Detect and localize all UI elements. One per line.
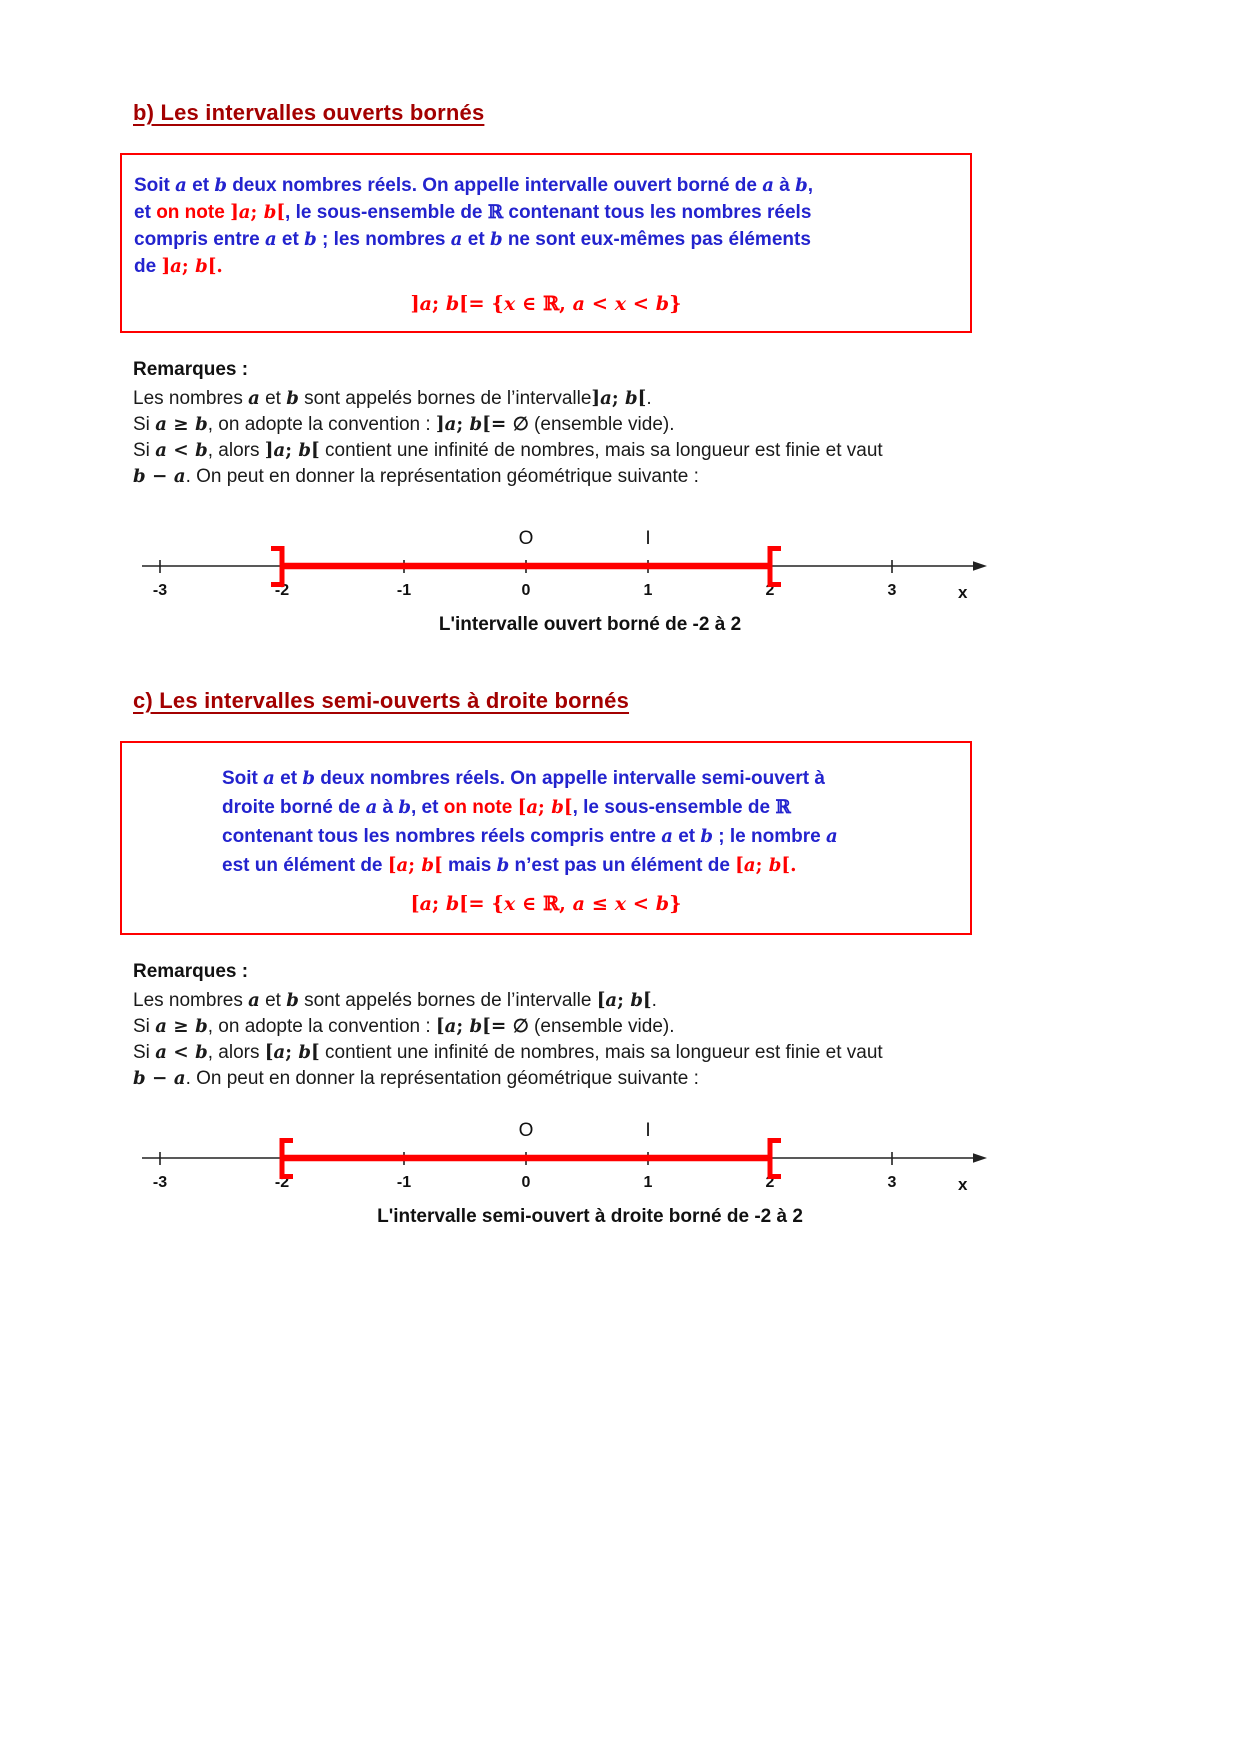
text-segment: [ <box>311 440 320 461</box>
text-segment: [ <box>637 388 647 409</box>
text-segment: ∈ ℝ, <box>515 892 573 915</box>
text-segment: b <box>398 797 411 818</box>
tick-label: 0 <box>521 1174 531 1191</box>
text-segment: (ensemble vide). <box>528 414 675 435</box>
text-segment: deux nombres réels. On appelle intervalle semi-ouvert à <box>314 768 825 789</box>
text-segment: − <box>145 1068 174 1089</box>
text-segment: b <box>195 1042 208 1063</box>
tick-label: 1 <box>643 582 653 599</box>
text-segment: a <box>155 1016 167 1037</box>
text-segment: } <box>669 892 682 915</box>
text-segment: et <box>259 388 287 409</box>
point-label-I: I <box>645 1120 651 1141</box>
text-segment: a <box>155 414 167 435</box>
text-segment: , le sous-ensemble de <box>572 797 776 818</box>
tick-label: 2 <box>765 1174 775 1191</box>
text-segment: [ <box>387 855 397 876</box>
axis-variable-label: x <box>958 1175 968 1194</box>
text-segment: contenant tous les nombres réels compris entre <box>222 826 662 847</box>
text-segment: ; le nombre <box>713 826 826 847</box>
text-segment: . On peut en donner la représentation géométrique suivante : <box>185 466 699 487</box>
tick-label: 2 <box>765 582 775 599</box>
text-segment: . <box>216 256 223 277</box>
text-segment: [ <box>276 202 286 223</box>
text-segment: a <box>155 1042 167 1063</box>
text-segment: b <box>195 414 208 435</box>
text-segment: à <box>773 175 796 196</box>
text-segment: [= ∅ <box>482 1016 529 1037</box>
section-c-heading: c) Les intervalles semi-ouverts à droite bornés <box>133 688 630 713</box>
text-segment: a <box>263 768 275 789</box>
remarks-heading: Remarques : <box>133 961 249 982</box>
text-segment: a <box>175 175 187 196</box>
text-segment: ] <box>161 256 171 277</box>
text-line <box>134 172 958 199</box>
text-line <box>133 464 972 490</box>
text-line <box>222 793 958 822</box>
text-segment: a <box>605 990 618 1011</box>
remarks-heading: Remarques : <box>133 359 249 380</box>
text-segment: b <box>302 768 315 789</box>
text-segment: [ <box>517 797 527 818</box>
text-segment: , et <box>411 797 444 818</box>
text-line <box>134 199 958 226</box>
text-segment: b <box>304 229 317 250</box>
text-segment: ; <box>250 202 264 223</box>
text-segment: . On peut en donner la représentation géométrique suivante : <box>185 1068 699 1089</box>
tick-label: 1 <box>643 1174 653 1191</box>
text-segment: contenant tous les nombres réels <box>503 202 812 223</box>
text-line <box>134 253 958 280</box>
text-segment: a <box>825 826 838 847</box>
text-segment: ; <box>408 855 422 876</box>
text-segment: a <box>273 1042 286 1063</box>
text-segment: . <box>790 855 797 876</box>
text-segment: sont appelés bornes de l’intervalle <box>298 388 592 409</box>
text-segment: ℝ <box>487 202 504 223</box>
text-segment: contient une infinité de nombres, mais sa longueur est finie et vaut <box>319 440 883 461</box>
text-segment: ≤ <box>584 892 615 915</box>
text-segment: . <box>651 990 657 1011</box>
text-segment: [ <box>410 892 420 915</box>
text-segment: , on adopte la convention : <box>207 414 436 435</box>
text-segment: ℝ <box>775 797 791 818</box>
text-line <box>133 438 972 464</box>
definition-formula <box>134 292 958 316</box>
text-line <box>222 822 958 851</box>
text-segment: b <box>445 293 460 315</box>
text-segment: [ <box>563 797 573 818</box>
text-segment: à <box>377 797 399 818</box>
text-segment: ; <box>285 1042 299 1063</box>
text-line <box>133 1040 972 1066</box>
text-segment: b <box>133 466 146 487</box>
text-segment: [ <box>434 855 443 876</box>
figure-caption: L'intervalle semi-ouvert à droite borné de -2 à 2 <box>377 1206 803 1227</box>
text-segment: a <box>396 855 409 876</box>
text-segment: ] <box>435 414 445 435</box>
text-segment: ≥ <box>166 1016 196 1037</box>
text-segment: b <box>551 797 564 818</box>
point-label-O: O <box>518 528 534 549</box>
text-segment: mais <box>442 855 497 876</box>
text-segment: Les nombres <box>133 388 249 409</box>
text-segment: } <box>669 292 682 315</box>
text-segment: ] <box>230 202 239 223</box>
text-segment: ; <box>538 797 552 818</box>
text-segment: on note <box>156 202 231 223</box>
text-segment: b <box>298 440 312 461</box>
text-segment: a <box>572 293 585 315</box>
text-segment: et <box>186 175 215 196</box>
text-segment: ∈ ℝ, <box>515 292 573 315</box>
text-segment: b <box>195 1016 208 1037</box>
text-segment: b <box>445 893 460 915</box>
text-segment: a <box>264 229 277 250</box>
text-segment: [ <box>642 990 652 1011</box>
tick-label: -2 <box>274 1174 290 1191</box>
text-segment: a <box>419 893 432 915</box>
text-segment: Si <box>133 414 156 435</box>
text-segment: a <box>173 466 186 487</box>
text-segment: ; <box>755 855 769 876</box>
text-segment: , le sous-ensemble de <box>285 202 488 223</box>
number-line-axis-semi-open <box>140 1112 990 1200</box>
text-segment: a <box>248 388 260 409</box>
definition-box-semi-open-interval <box>120 741 972 935</box>
text-segment: . <box>646 388 652 409</box>
number-line-figure-semi-open <box>120 1112 972 1228</box>
definition-box-open-interval <box>120 153 972 333</box>
text-segment: a <box>155 440 167 461</box>
text-line <box>222 764 958 793</box>
text-segment: sont appelés bornes de l’intervalle <box>298 990 597 1011</box>
text-segment: a <box>444 1016 457 1037</box>
text-line <box>133 1014 972 1040</box>
text-segment: [ <box>781 855 791 876</box>
text-segment: Si <box>133 1042 156 1063</box>
text-segment: b <box>625 388 638 409</box>
text-segment: a <box>419 293 432 315</box>
text-segment: [ <box>311 1042 320 1063</box>
text-segment: ; <box>456 414 470 435</box>
text-segment: ≥ <box>166 414 196 435</box>
text-line <box>134 226 958 253</box>
text-segment: a <box>365 797 378 818</box>
text-segment: et <box>259 990 287 1011</box>
text-segment: a <box>661 826 673 847</box>
tick-label: -1 <box>396 582 412 599</box>
text-segment: b <box>496 855 510 876</box>
text-segment: b <box>286 990 299 1011</box>
text-segment: a <box>526 797 539 818</box>
remarks-text <box>120 386 972 490</box>
text-segment: a <box>273 440 286 461</box>
text-segment: < <box>626 292 656 315</box>
text-segment: de <box>134 256 162 277</box>
text-segment: et <box>462 229 490 250</box>
point-label-I: I <box>645 528 651 549</box>
text-segment: < <box>584 292 615 315</box>
text-segment: , alors <box>207 440 265 461</box>
remarks-text <box>120 988 972 1092</box>
text-segment: ; <box>617 990 631 1011</box>
text-segment: − <box>145 466 174 487</box>
text-segment: ; <box>431 292 446 315</box>
text-segment: b <box>263 202 277 223</box>
text-segment: < <box>166 1042 196 1063</box>
text-segment: (ensemble vide). <box>528 1016 675 1037</box>
text-segment: et <box>672 826 701 847</box>
definition-text <box>134 172 958 280</box>
text-segment: est un élément de <box>222 855 388 876</box>
text-segment: [ <box>264 1042 274 1063</box>
text-segment: ne sont eux-mêmes pas éléments <box>502 229 811 250</box>
text-segment: a <box>743 855 756 876</box>
text-segment: a <box>444 414 457 435</box>
text-segment: compris entre <box>134 229 265 250</box>
text-segment: n’est pas un élément de <box>509 855 736 876</box>
text-segment: b <box>700 826 713 847</box>
tick-label: 3 <box>887 1174 897 1191</box>
number-line-figure-open <box>120 520 972 636</box>
text-segment: b <box>286 388 299 409</box>
text-segment: [ <box>596 990 606 1011</box>
text-segment: b <box>655 893 670 915</box>
text-segment: [= { <box>459 292 504 315</box>
text-segment: b <box>469 414 483 435</box>
text-segment: ] <box>410 292 420 315</box>
text-segment: b <box>214 175 227 196</box>
text-segment: a <box>600 388 612 409</box>
tick-label: -3 <box>152 1174 168 1191</box>
tick-label: 0 <box>521 582 531 599</box>
text-segment: [= { <box>459 892 504 915</box>
text-segment: Soit <box>222 768 264 789</box>
axis-variable-label: x <box>958 583 968 602</box>
tick-label: 3 <box>887 582 897 599</box>
section-b-heading: b) Les intervalles ouverts bornés <box>133 100 485 125</box>
text-segment: a <box>572 893 585 915</box>
tick-label: -2 <box>274 582 290 599</box>
text-segment: b <box>469 1016 483 1037</box>
text-segment: , alors <box>207 1042 265 1063</box>
text-segment: a <box>248 990 260 1011</box>
text-segment: a <box>170 256 182 277</box>
text-segment: ; <box>611 388 626 409</box>
text-segment: , on adopte la convention : <box>207 1016 436 1037</box>
text-segment: droite borné de <box>222 797 366 818</box>
text-segment: b <box>795 175 808 196</box>
text-segment: [ <box>207 256 217 277</box>
text-segment: b <box>655 293 670 315</box>
text-segment: b <box>421 855 435 876</box>
text-segment: b <box>195 256 208 277</box>
text-segment: b <box>298 1042 312 1063</box>
figure-caption: L'intervalle ouvert borné de -2 à 2 <box>438 614 742 635</box>
text-segment: contient une infinité de nombres, mais sa longueur est finie et vaut <box>319 1042 883 1063</box>
text-segment: ; <box>456 1016 470 1037</box>
text-segment: x <box>614 893 627 915</box>
text-segment: et <box>134 202 157 223</box>
text-line <box>133 386 972 412</box>
page-content <box>120 0 972 1228</box>
definition-text <box>134 764 958 880</box>
number-line-axis-open <box>140 520 990 608</box>
tick-label: -3 <box>152 582 168 599</box>
text-segment: ; <box>181 256 196 277</box>
text-segment: b <box>133 1068 146 1089</box>
axis-arrow <box>973 561 987 571</box>
text-segment: ; <box>285 440 299 461</box>
text-segment: [= ∅ <box>482 414 529 435</box>
text-segment: b <box>489 229 503 250</box>
text-segment: x <box>503 293 516 315</box>
text-segment: b <box>195 440 208 461</box>
text-segment: Si <box>133 440 156 461</box>
text-segment: [ <box>735 855 744 876</box>
text-segment: < <box>166 440 196 461</box>
text-segment: ] <box>264 440 274 461</box>
text-segment: < <box>626 892 656 915</box>
text-segment: Si <box>133 1016 156 1037</box>
axis-arrow <box>973 1153 987 1163</box>
text-segment: a <box>762 175 774 196</box>
text-segment: x <box>614 293 627 315</box>
text-segment: , <box>807 175 813 196</box>
text-segment: a <box>238 202 251 223</box>
text-segment: on note <box>443 797 518 818</box>
text-segment: [ <box>435 1016 445 1037</box>
text-segment: deux nombres réels. On appelle intervalle ouvert borné de <box>226 175 763 196</box>
tick-label: -1 <box>396 1174 412 1191</box>
text-segment: ] <box>591 388 601 409</box>
point-label-O: O <box>518 1120 534 1141</box>
text-segment: b <box>768 855 782 876</box>
text-segment: ; <box>431 892 446 915</box>
text-segment: a <box>173 1068 186 1089</box>
text-segment: a <box>450 229 463 250</box>
text-segment: b <box>630 990 643 1011</box>
text-segment: Les nombres <box>133 990 249 1011</box>
text-segment: et <box>276 229 305 250</box>
definition-formula <box>134 892 958 916</box>
text-segment: Soit <box>134 175 176 196</box>
text-line <box>133 988 972 1014</box>
text-line <box>133 1066 972 1092</box>
text-line <box>133 412 972 438</box>
text-segment: ; les nombres <box>316 229 451 250</box>
text-line <box>222 851 958 880</box>
text-segment: x <box>503 893 516 915</box>
text-segment: et <box>274 768 303 789</box>
